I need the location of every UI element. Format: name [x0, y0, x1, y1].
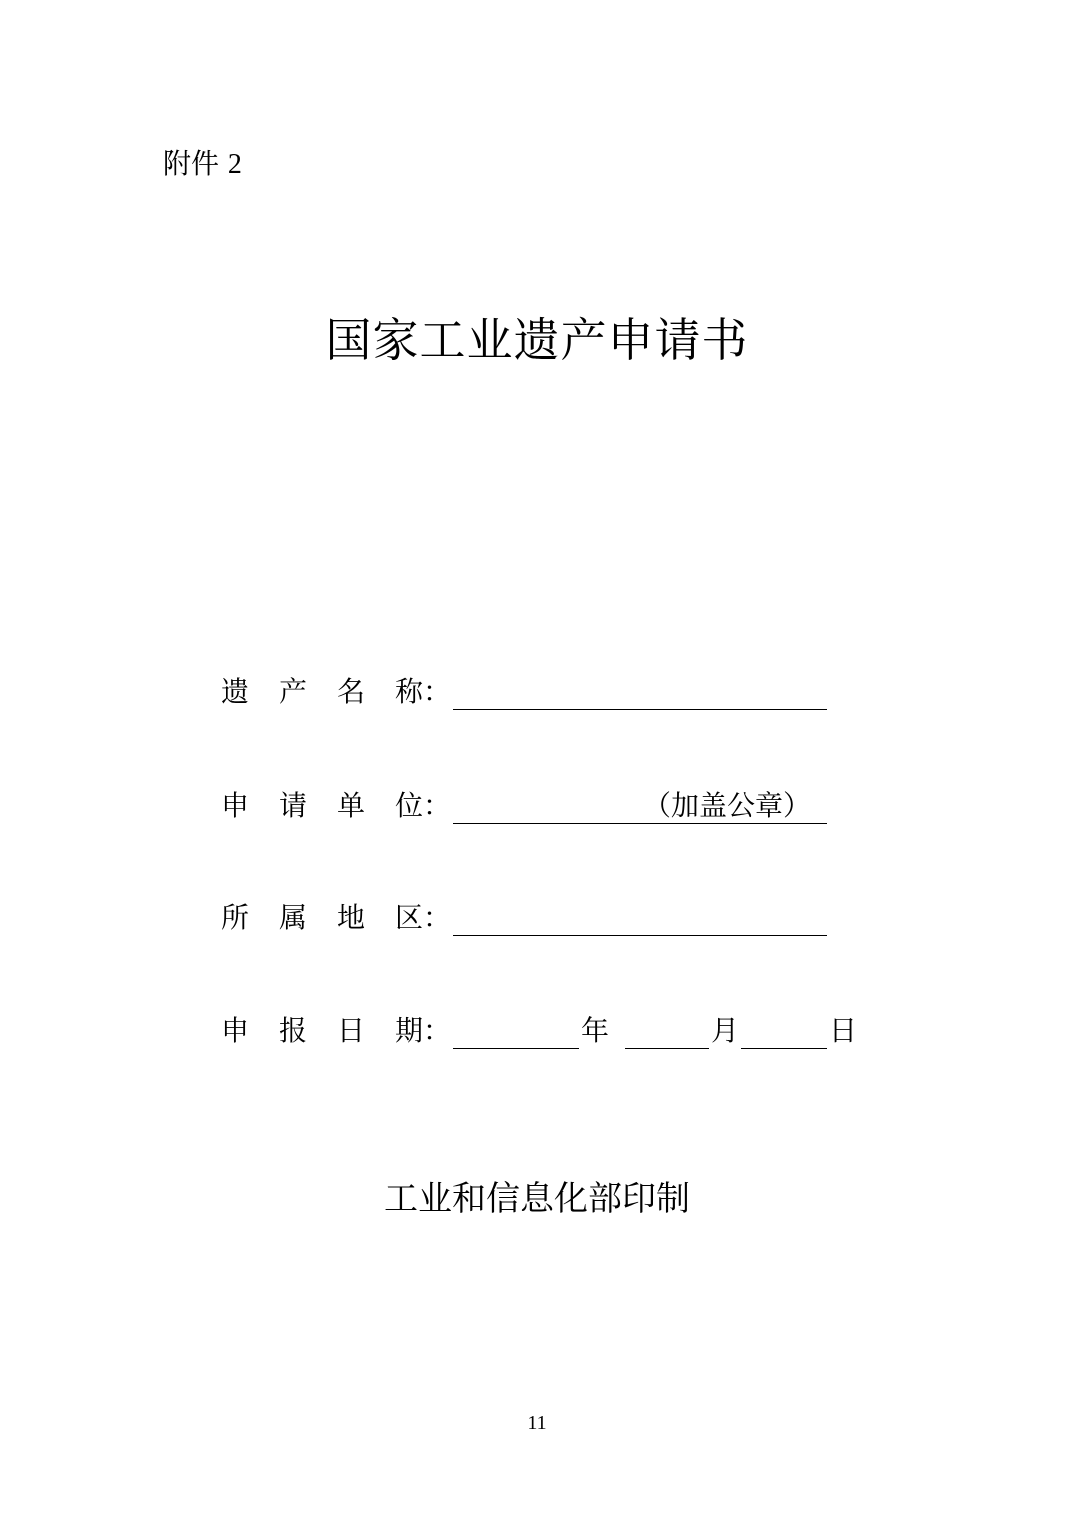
label-colon: ：	[423, 675, 452, 708]
attachment-label	[163, 146, 242, 183]
label-char: 报	[279, 1014, 308, 1047]
label-char: 位	[395, 789, 424, 822]
page-number: 11	[527, 1412, 547, 1434]
application-date-row	[221, 1011, 871, 1051]
attachment-prefix: 附件	[163, 147, 220, 180]
label-char: 产	[279, 675, 308, 708]
label-char: 名	[337, 675, 366, 708]
month-field[interactable]	[625, 1048, 709, 1049]
day-field[interactable]	[741, 1048, 827, 1049]
year-field[interactable]	[453, 1048, 579, 1049]
label-char: 地	[337, 901, 366, 934]
label-char: 申	[221, 1014, 250, 1047]
applicant-unit-row	[221, 786, 831, 826]
document-title: 国家工业遗产申请书	[325, 313, 749, 367]
attachment-number: 2	[227, 149, 242, 180]
month-unit: 月	[711, 1014, 740, 1047]
year-unit: 年	[581, 1014, 610, 1047]
region-row	[221, 898, 831, 938]
region-field[interactable]	[453, 935, 827, 936]
day-unit: 日	[829, 1014, 858, 1047]
official-seal-note: （加盖公章）	[643, 789, 812, 822]
label-char: 所	[221, 901, 250, 934]
label-char: 遗	[221, 675, 250, 708]
heritage-name-field[interactable]	[453, 709, 827, 710]
label-char: 区	[395, 901, 424, 934]
publisher-line: 工业和信息化部印制	[384, 1179, 690, 1219]
heritage-name-row	[221, 672, 831, 712]
label-colon: ：	[423, 1014, 452, 1047]
label-char: 单	[337, 789, 366, 822]
label-char: 属	[279, 901, 308, 934]
label-char: 期	[395, 1014, 424, 1047]
label-char: 请	[279, 789, 308, 822]
label-char: 日	[337, 1014, 366, 1047]
label-char: 称	[395, 675, 424, 708]
label-char: 申	[221, 789, 250, 822]
label-colon: ：	[423, 901, 452, 934]
label-colon: ：	[423, 789, 452, 822]
